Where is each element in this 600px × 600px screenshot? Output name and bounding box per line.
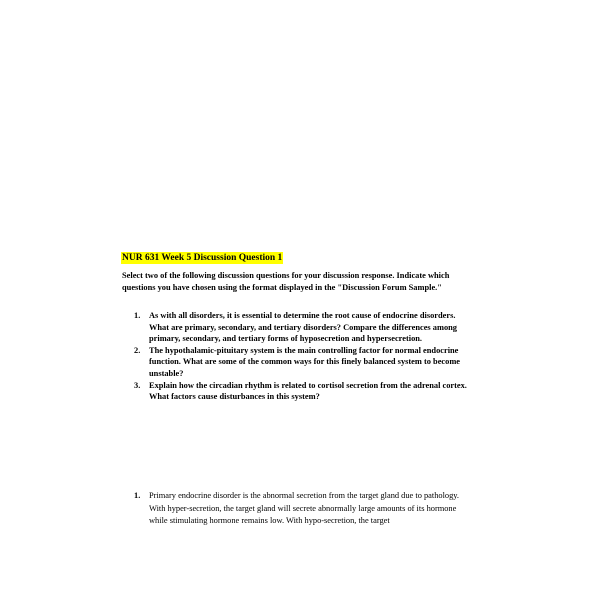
list-item bbox=[122, 380, 474, 403]
list-number: 2. bbox=[134, 345, 141, 355]
instructions-paragraph: Select two of the following discussion questions for your discussion response. Indicate which questions you have chosen using the format displayed in the "Discussion Forum Sample." bbox=[122, 271, 450, 292]
question-text: Explain how the circadian rhythm is related to cortisol secretion from the adrenal cortex. What factors cause disturbances in this system? bbox=[149, 380, 467, 402]
list-item bbox=[122, 310, 474, 345]
answer-list bbox=[122, 490, 474, 528]
list-number: 3. bbox=[134, 380, 141, 390]
page-title: NUR 631 Week 5 Discussion Question 1 bbox=[122, 253, 283, 263]
question-list bbox=[122, 310, 474, 403]
list-item bbox=[122, 345, 474, 380]
question-text: The hypothalamic-pituitary system is the main controlling factor for normal endocrine function. What are some of the common ways for this finely balanced system to become unstable? bbox=[149, 345, 461, 378]
list-item bbox=[122, 490, 474, 528]
list-number: 1. bbox=[134, 491, 141, 500]
answer-text: Primary endocrine disorder is the abnormal secretion from the target gland due to pathology. With hyper-secretion, the target gland will secrete abnormally large amounts of its hormone while stimulating hormone remains low. With hypo-secretion, the target bbox=[149, 491, 460, 525]
question-text: As with all disorders, it is essential to determine the root cause of endocrine disorders. What are primary, secondary, and tertiary disorders? Compare the differences among primary, secondary, and tertiary forms of hyposecretion and hypersecretion. bbox=[149, 311, 457, 344]
list-number: 1. bbox=[134, 311, 141, 320]
